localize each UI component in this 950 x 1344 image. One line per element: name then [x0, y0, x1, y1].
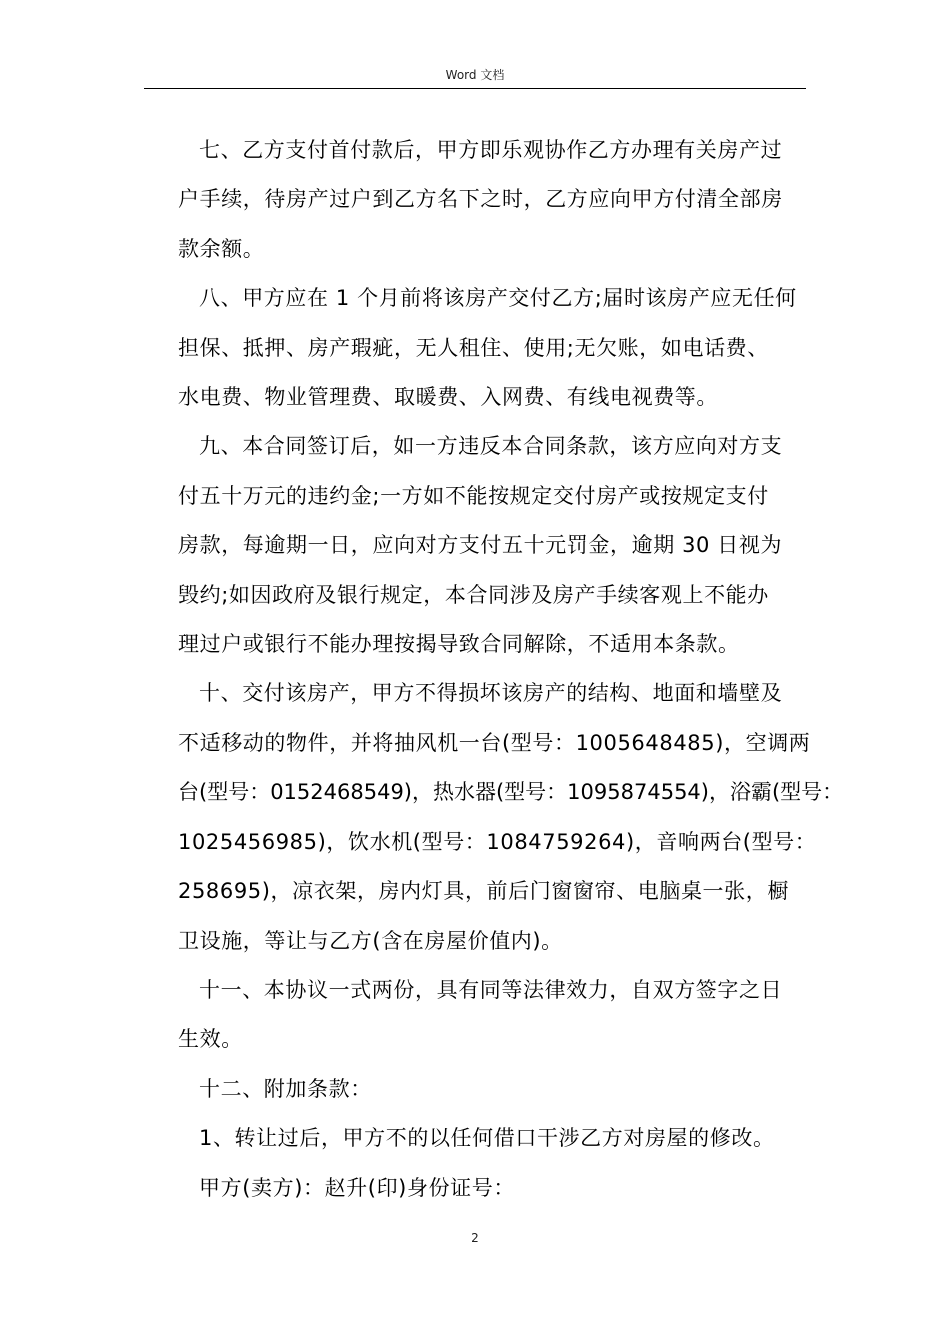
page-footer: [144, 1231, 806, 1245]
text-line: 生效。: [178, 1027, 243, 1052]
text-line: 甲方(卖方)：赵升(印)身份证号：: [199, 1175, 515, 1200]
clause-12: [178, 1065, 806, 1114]
text-line: 十、交付该房产，甲方不得损坏该房产的结构、地面和墙壁及: [199, 681, 783, 706]
text-line: 八、甲方应在 1 个月前将该房产交付乙方;届时该房产应无任何: [199, 286, 797, 311]
text-line: 1025456985)，饮水机(型号：1084759264)，音响两台(型号：: [178, 829, 817, 854]
page-number: 2: [471, 1231, 479, 1245]
text-line: 担保、抵押、房产瑕疵，无人租住、使用;无欠账，如电话费、: [178, 335, 769, 360]
clause-11: [178, 966, 806, 1065]
text-line: 1、转让过后，甲方不的以任何借口干涉乙方对房屋的修改。: [199, 1126, 775, 1151]
header-title: Word 文档: [445, 68, 505, 82]
text-line: 258695)，凉衣架，房内灯具，前后门窗窗帘、电脑桌一张，橱: [178, 879, 789, 904]
page-header: [144, 68, 806, 88]
text-line: 七、乙方支付首付款后，甲方即乐观协作乙方办理有关房产过: [199, 138, 783, 162]
clause-9: [178, 422, 806, 669]
party-a-signature-line: [178, 1164, 806, 1213]
clause-7: [178, 126, 806, 274]
text-line: 毁约;如因政府及银行规定，本合同涉及房产手续客观上不能办: [178, 582, 769, 607]
text-line: 不适移动的物件，并将抽风机一台(型号：1005648485)，空调两: [178, 730, 811, 755]
text-line: 户手续，待房产过户到乙方名下之时，乙方应向甲方付清全部房: [178, 187, 783, 212]
text-line: 卫设施，等让与乙方(含在房屋价值内)。: [178, 928, 563, 953]
document-body: [178, 126, 844, 1213]
text-line: 付五十万元的违约金;一方如不能按规定交付房产或按规定支付: [178, 483, 769, 508]
text-line: 十二、附加条款：: [199, 1076, 372, 1101]
text-line: 九、本合同签订后，如一方违反本合同条款，该方应向对方支: [199, 434, 783, 459]
clause-8: [178, 274, 806, 422]
additional-clause-1: [178, 1114, 806, 1163]
text-line: 十一、本协议一式两份，具有同等法律效力，自双方签字之日: [199, 977, 783, 1002]
clause-10: [178, 669, 844, 965]
text-line: 水电费、物业管理费、取暖费、入网费、有线电视费等。: [178, 385, 718, 410]
text-line: 理过户或银行不能办理按揭导致合同解除，不适用本条款。: [178, 632, 740, 657]
header-divider: [144, 88, 806, 89]
text-line: 房款，每逾期一日，应向对方支付五十元罚金，逾期 30 日视为: [178, 533, 783, 558]
text-line: 台(型号：0152468549)，热水器(型号：1095874554)，浴霸(型号：: [178, 780, 844, 805]
text-line: 款余额。: [178, 236, 265, 261]
